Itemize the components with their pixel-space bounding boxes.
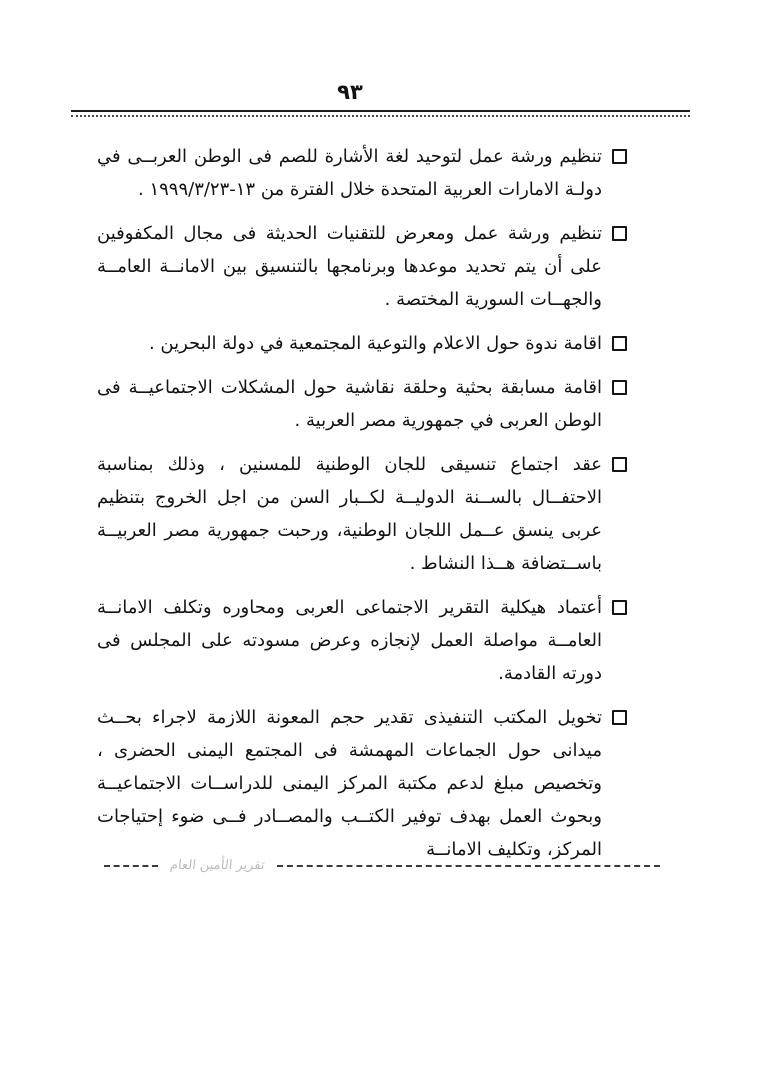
footer [104, 858, 660, 873]
footer-dash-rule-right [277, 865, 660, 867]
list-item [97, 448, 648, 580]
square-bullet-icon [612, 380, 627, 395]
bullet-list [97, 140, 648, 877]
square-bullet-icon [612, 336, 627, 351]
list-item [97, 140, 648, 206]
list-item [97, 701, 648, 866]
list-item [97, 217, 648, 316]
footer-dash-rule-left [104, 865, 158, 867]
footer-faint-note: تقرير الأمين العام [169, 858, 266, 873]
bullet-text: تنظيم ورشة عمل ومعرض للتقنيات الحديثة فى مجال المكفوفين على أن يتم تحديد موعدها وبرنامجها بالتنسيق بين الامانــة العامــة والجهــات السورية المختصة . [97, 223, 602, 310]
bullet-text: اقامة مسابقة بحثية وحلقة نقاشية حول المشكلات الاجتماعيــة فى الوطن العربى في جمهورية مصر العربية . [97, 377, 602, 431]
list-item [97, 591, 648, 690]
bullet-text: اقامة ندوة حول الاعلام والتوعية المجتمعية في دولة البحرين . [148, 333, 602, 354]
header-rule [71, 110, 690, 117]
bullet-text: أعتماد هيكلية التقرير الاجتماعى العربى ومحاوره وتكلف الامانــة العامــة مواصلة العمل لإنجازه وعرض مسودته على المجلس فى دورته القادمة. [97, 597, 602, 684]
page-number: ٩٣ [337, 80, 363, 104]
square-bullet-icon [612, 457, 627, 472]
square-bullet-icon [612, 600, 627, 615]
square-bullet-icon [612, 226, 627, 241]
list-item [97, 371, 648, 437]
bullet-text: تخويل المكتب التنفيذى تقدير حجم المعونة اللازمة لاجراء بحــث ميدانى حول الجماعات المهمشة فى المجتمع اليمنى الحضرى ، وتخصيص مبلغ لدعم مكتبة المركز اليمنى للدراســات الاجتماعيــة وبحوث العمل بهدف توفير الكتــب والمصــادر فــى ضوء إحتياجات المركز، وتكليف الامانــة [97, 707, 602, 860]
square-bullet-icon [612, 710, 627, 725]
square-bullet-icon [612, 149, 627, 164]
list-item [97, 327, 648, 360]
bullet-text: عقد اجتماع تنسيقى للجان الوطنية للمسنين ، وذلك بمناسبة الاحتفــال بالســنة الدوليــة لكــبار السن من اجل الخروج بتنظيم عربى ينسق عــمل اللجان الوطنية، ورحبت جمهورية مصر العربيــة باســتضافة هــذا النشاط . [97, 454, 602, 574]
bullet-text: تنظيم ورشة عمل لتوحيد لغة الأشارة للصم فى الوطن العربــى في دولـة الامارات العربية المتحدة خلال الفترة من ١٣-١٩٩٩/٣/٢٣ . [97, 146, 602, 200]
